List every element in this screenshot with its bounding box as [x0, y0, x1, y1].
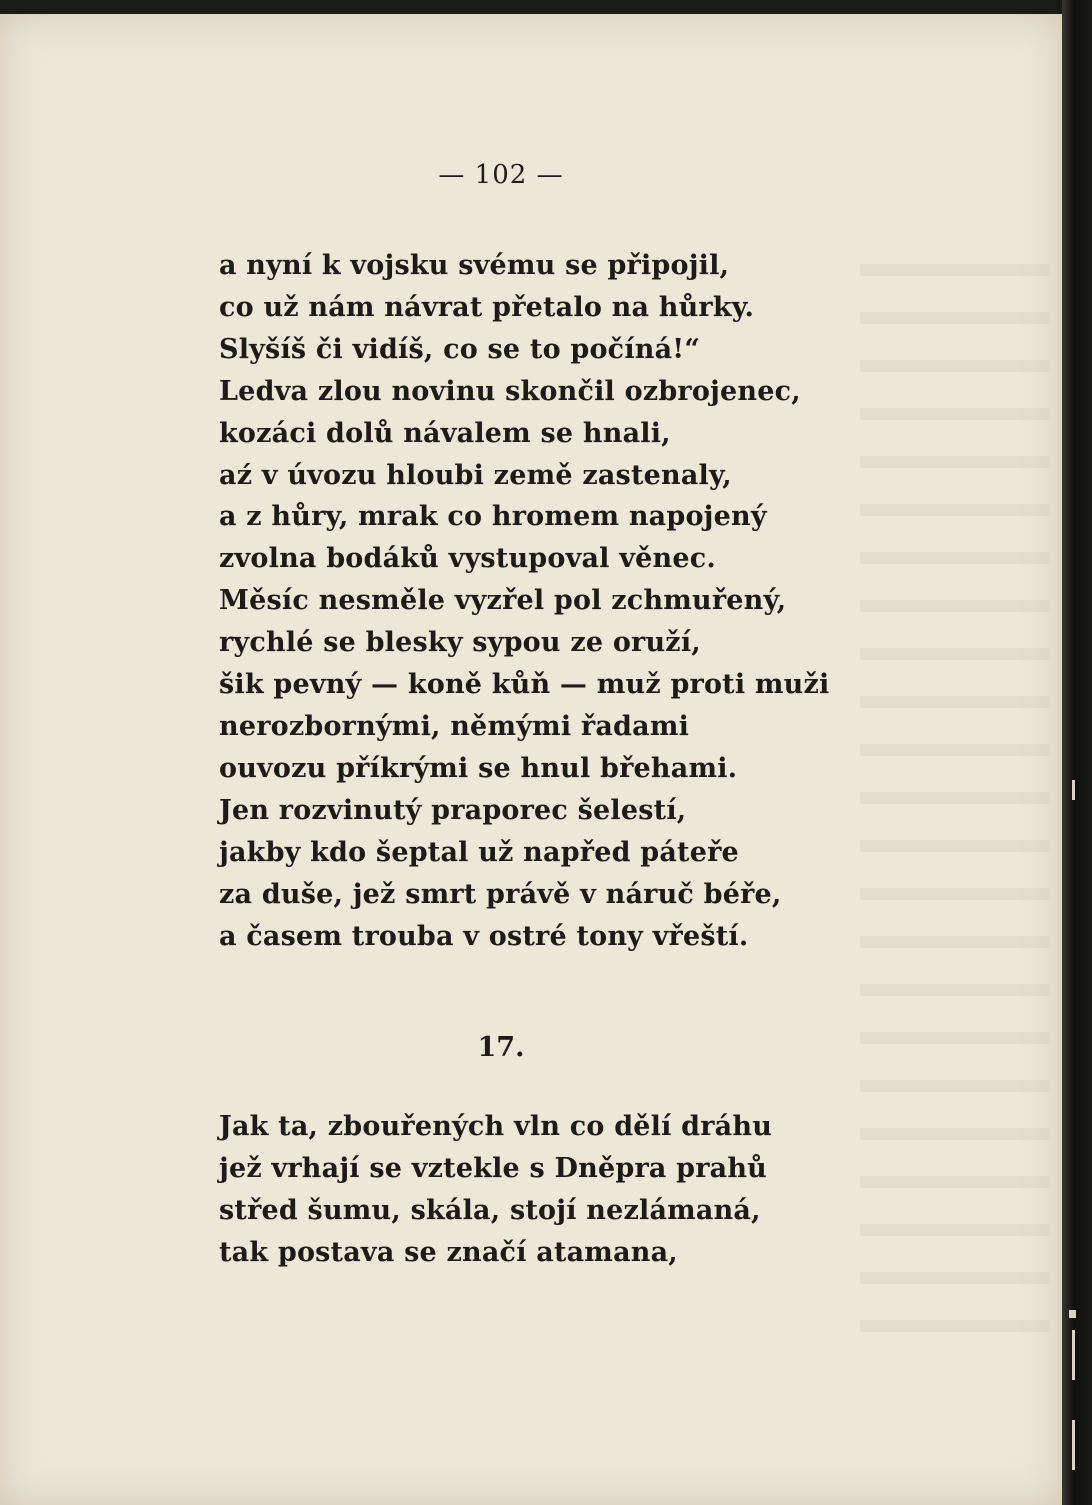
verse-line: a časem trouba v ostré tony vřeští.	[219, 920, 749, 952]
spine-mark	[1072, 1420, 1075, 1470]
book-spine	[1062, 0, 1092, 1505]
verse-line: zvolna bodáků vystupoval věnec.	[219, 543, 716, 575]
section-number: 17.	[477, 1032, 525, 1063]
verse-line: rychlé se blesky sypou ze oruží,	[219, 627, 701, 659]
bleed-through-text	[860, 264, 1050, 1364]
stanza-1	[219, 245, 829, 957]
verse-line: Měsíc nesměle vyzřel pol zchmuřený,	[219, 585, 787, 617]
spine-mark	[1072, 1330, 1075, 1380]
page-number: — 102 —	[438, 160, 564, 190]
verse-line: šik pevný — koně kůň — muž proti muži	[219, 669, 830, 701]
verse-line: střed šumu, skála, stojí nezlámaná,	[219, 1194, 761, 1226]
verse-line: a nyní k vojsku svému se připojil,	[219, 250, 730, 281]
verse-line: aź v úvozu hloubi země zastenaly,	[219, 459, 732, 491]
verse-line: Slyšíš či vidíš, co se to počíná!“	[219, 333, 701, 365]
spine-mark	[1072, 780, 1075, 800]
verse-line: kozáci dolů návalem se hnali,	[219, 417, 671, 449]
verse-line: za duše, jež smrt právě v náruč béře,	[219, 878, 782, 910]
stanza-2	[219, 1106, 772, 1274]
verse-line: jakby kdo šeptal už napřed páteře	[219, 836, 739, 868]
verse-line: Jak ta, zbouřených vln co dělí dráhu	[219, 1111, 773, 1142]
verse-line: Jen rozvinutý praporec šelestí,	[219, 794, 687, 826]
spine-mark	[1069, 1310, 1076, 1318]
verse-line: nerozbornými, němými řadami	[219, 710, 690, 742]
verse-line: tak postava se značí atamana,	[219, 1236, 678, 1268]
verse-line: Ledva zlou novinu skončil ozbrojenec,	[219, 375, 801, 407]
verse-line: a z hůry, mrak co hromem napojený	[219, 501, 767, 533]
verse-line: jež vrhají se vztekle s Dněpra prahů	[219, 1152, 768, 1184]
verse-line: co už nám návrat přetalo na hůrky.	[219, 291, 755, 323]
verse-line: ouvozu příkrými se hnul břehami.	[219, 752, 738, 784]
